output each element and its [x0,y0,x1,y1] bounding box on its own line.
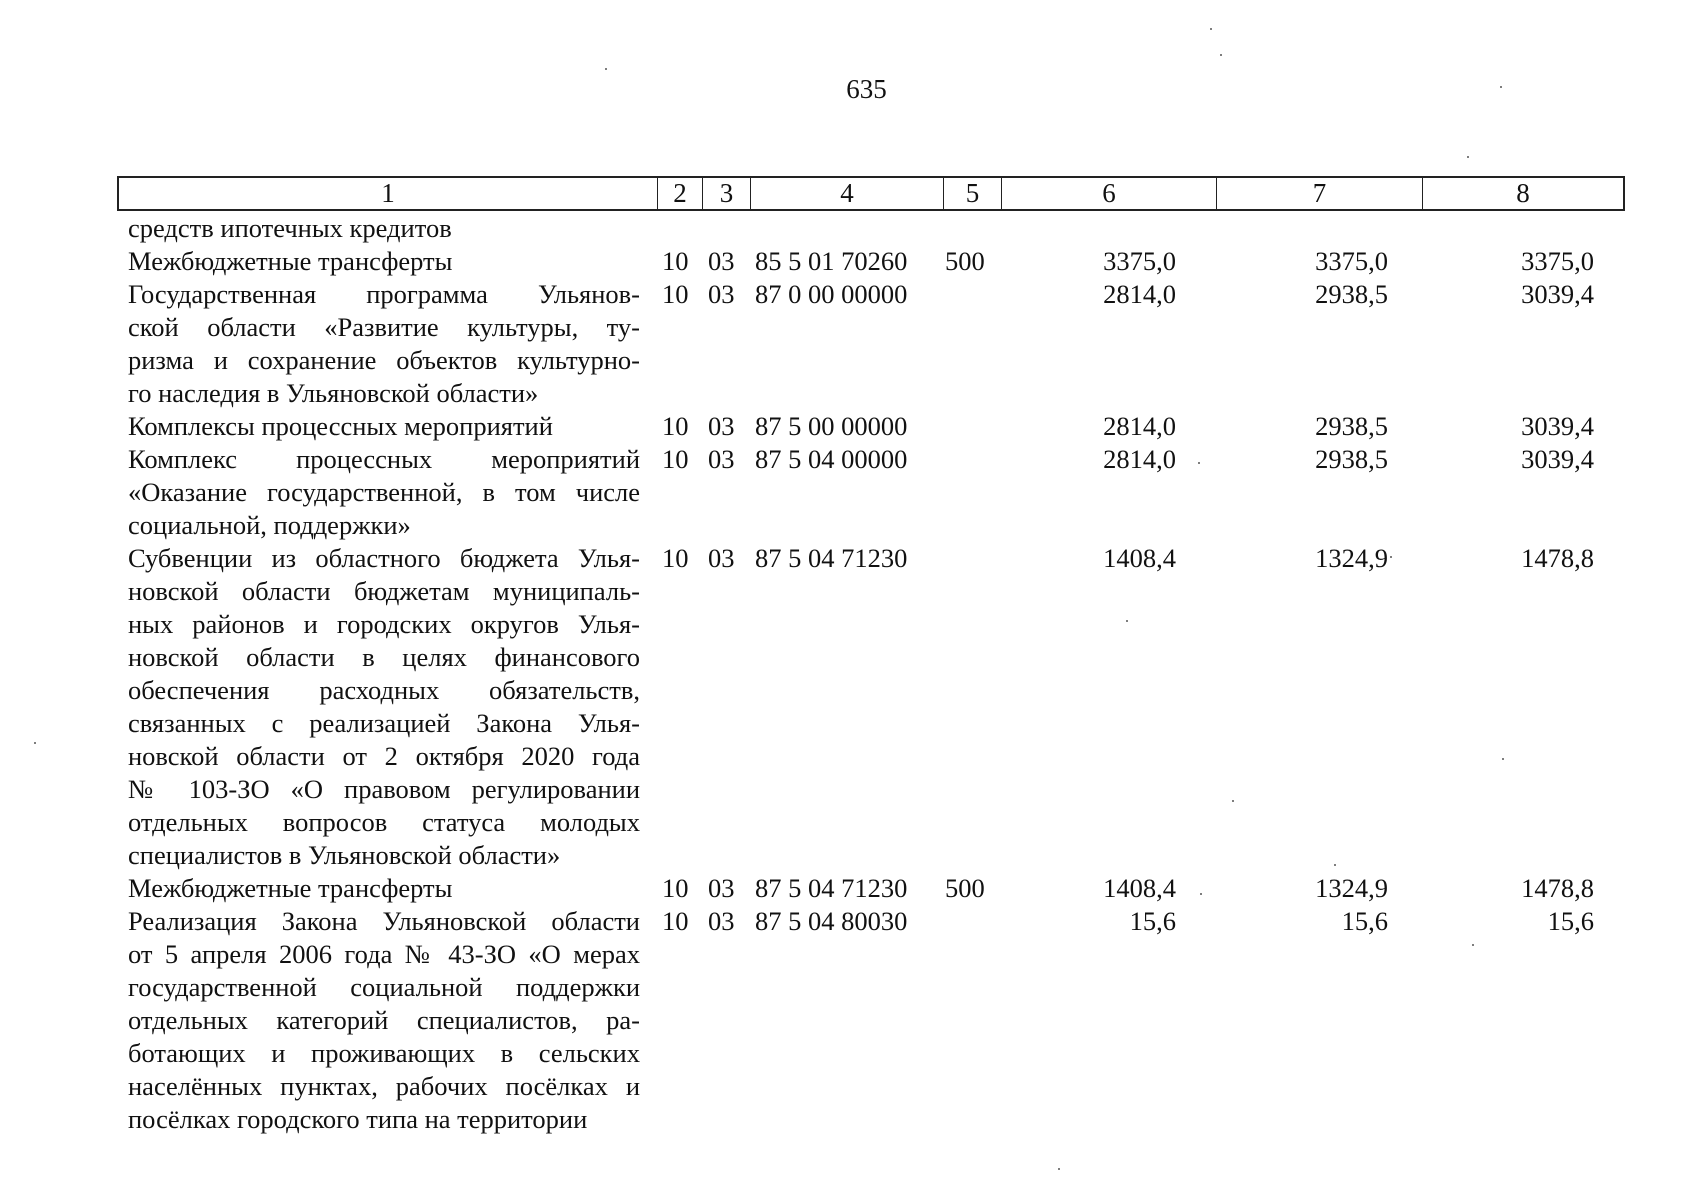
cell-col-8: 1478,8 [1521,873,1594,903]
scan-speck [605,68,607,70]
cell-col-6: 2814,0 [1103,444,1176,474]
cell-col-3: 03 [708,246,735,276]
cell-col-2: 10 [662,411,689,441]
description-line: обеспечения расходных обязательств, [128,675,640,705]
row-description [128,245,640,278]
scan-speck [1390,556,1392,558]
cell-col-7: 2938,5 [1315,411,1388,441]
description-line: Реализация Закона Ульяновской области [128,906,640,936]
cell-col-6: 15,6 [1129,906,1176,936]
description-line: новской области в целях финансового [128,642,640,672]
scan-speck [34,742,36,744]
column-header-7: 7 [1217,178,1423,209]
table-row [0,278,1696,410]
scan-speck [1220,54,1222,56]
scan-speck [1200,893,1202,895]
row-description [128,410,640,443]
cell-col-7: 2938,5 [1315,444,1388,474]
cell-col-4: 87 5 04 71230 [755,543,908,573]
cell-col-8: 1478,8 [1521,543,1594,573]
description-line: Государственная программа Ульянов- [128,279,640,309]
cell-col-6: 1408,4 [1103,543,1176,573]
cell-col-8: 3039,4 [1521,279,1594,309]
description-line: Межбюджетные трансферты [128,246,453,276]
cell-col-2: 10 [662,873,689,903]
table-row [0,410,1696,443]
cell-col-7: 1324,9 [1315,543,1388,573]
scan-speck [1058,1168,1060,1170]
cell-col-4: 85 5 01 70260 [755,246,908,276]
cell-col-7: 3375,0 [1315,246,1388,276]
scan-speck [1502,758,1504,760]
scan-speck [1500,86,1502,88]
cell-col-5: 500 [945,873,985,903]
description-line: государственной социальной поддержки [128,972,640,1002]
table-header [117,176,1625,211]
cell-col-3: 03 [708,543,735,573]
column-header-1: 1 [119,178,658,209]
table-row [0,245,1696,278]
table-body [0,212,1696,1136]
cell-col-4: 87 5 04 71230 [755,873,908,903]
row-description [128,905,640,1136]
cell-col-7: 2938,5 [1315,279,1388,309]
scan-speck [1467,156,1469,158]
description-line: социальной, поддержки» [128,510,411,540]
description-line: ской области «Развитие культуры, ту- [128,312,640,342]
scan-speck [1126,620,1128,622]
description-line: го наследия в Ульяновской области» [128,378,539,408]
cell-col-4: 87 0 00 00000 [755,279,908,309]
table-row [0,872,1696,905]
cell-col-2: 10 [662,543,689,573]
table-row [0,212,1696,245]
cell-col-3: 03 [708,411,735,441]
cell-col-3: 03 [708,906,735,936]
description-line: ных районов и городских округов Улья- [128,609,640,639]
description-line: ризма и сохранение объектов культурно- [128,345,640,375]
column-header-4: 4 [751,178,944,209]
description-line: специалистов в Ульяновской области» [128,840,561,870]
scan-speck [1472,944,1474,946]
description-line: связанных с реализацией Закона Улья- [128,708,640,738]
description-line: новской области от 2 октября 2020 года [128,741,640,771]
scan-speck [1198,462,1200,464]
table-row [0,905,1696,1136]
cell-col-6: 2814,0 [1103,279,1176,309]
row-description [128,443,640,542]
row-description [128,212,640,245]
column-header-6: 6 [1002,178,1217,209]
cell-col-8: 15,6 [1547,906,1594,936]
cell-col-3: 03 [708,444,735,474]
description-line: Субвенции из областного бюджета Улья- [128,543,640,573]
cell-col-2: 10 [662,246,689,276]
cell-col-6: 2814,0 [1103,411,1176,441]
description-line: ботающих и проживающих в сельских [128,1038,640,1068]
cell-col-8: 3375,0 [1521,246,1594,276]
row-description [128,872,640,905]
cell-col-4: 87 5 04 00000 [755,444,908,474]
page-number: 635 [846,74,887,104]
description-line: посёлках городского типа на территории [128,1104,588,1134]
row-description [128,542,640,872]
cell-col-3: 03 [708,279,735,309]
description-line: от 5 апреля 2006 года № 43-ЗО «О мерах [128,939,640,969]
column-header-8: 8 [1516,178,1530,208]
cell-col-3: 03 [708,873,735,903]
column-header-5: 5 [944,178,1002,209]
scan-speck [1334,864,1336,866]
column-header-2: 2 [658,178,703,209]
row-description [128,278,640,410]
scan-speck [1232,800,1234,802]
description-line: Комплекс процессных мероприятий [128,444,640,474]
cell-col-5: 500 [945,246,985,276]
cell-col-2: 10 [662,906,689,936]
table-row [0,443,1696,542]
description-line: средств ипотечных кредитов [128,213,452,243]
table-row [0,542,1696,872]
cell-col-6: 3375,0 [1103,246,1176,276]
cell-col-7: 15,6 [1341,906,1388,936]
description-line: «Оказание государственной, в том числе [128,477,640,507]
description-line: отдельных категорий специалистов, ра- [128,1005,640,1035]
cell-col-6: 1408,4 [1103,873,1176,903]
cell-col-2: 10 [662,279,689,309]
cell-col-8: 3039,4 [1521,444,1594,474]
description-line: отдельных вопросов статуса молодых [128,807,640,837]
cell-col-7: 1324,9 [1315,873,1388,903]
cell-col-2: 10 [662,444,689,474]
description-line: Межбюджетные трансферты [128,873,453,903]
description-line: № 103-ЗО «О правовом регулировании [128,774,640,804]
cell-col-4: 87 5 04 80030 [755,906,908,936]
cell-col-8: 3039,4 [1521,411,1594,441]
column-header-3: 3 [703,178,751,209]
cell-col-4: 87 5 00 00000 [755,411,908,441]
description-line: Комплексы процессных мероприятий [128,411,553,441]
scan-speck [1210,28,1212,30]
description-line: новской области бюджетам муниципаль- [128,576,640,606]
description-line: населённых пунктах, рабочих посёлках и [128,1071,640,1101]
